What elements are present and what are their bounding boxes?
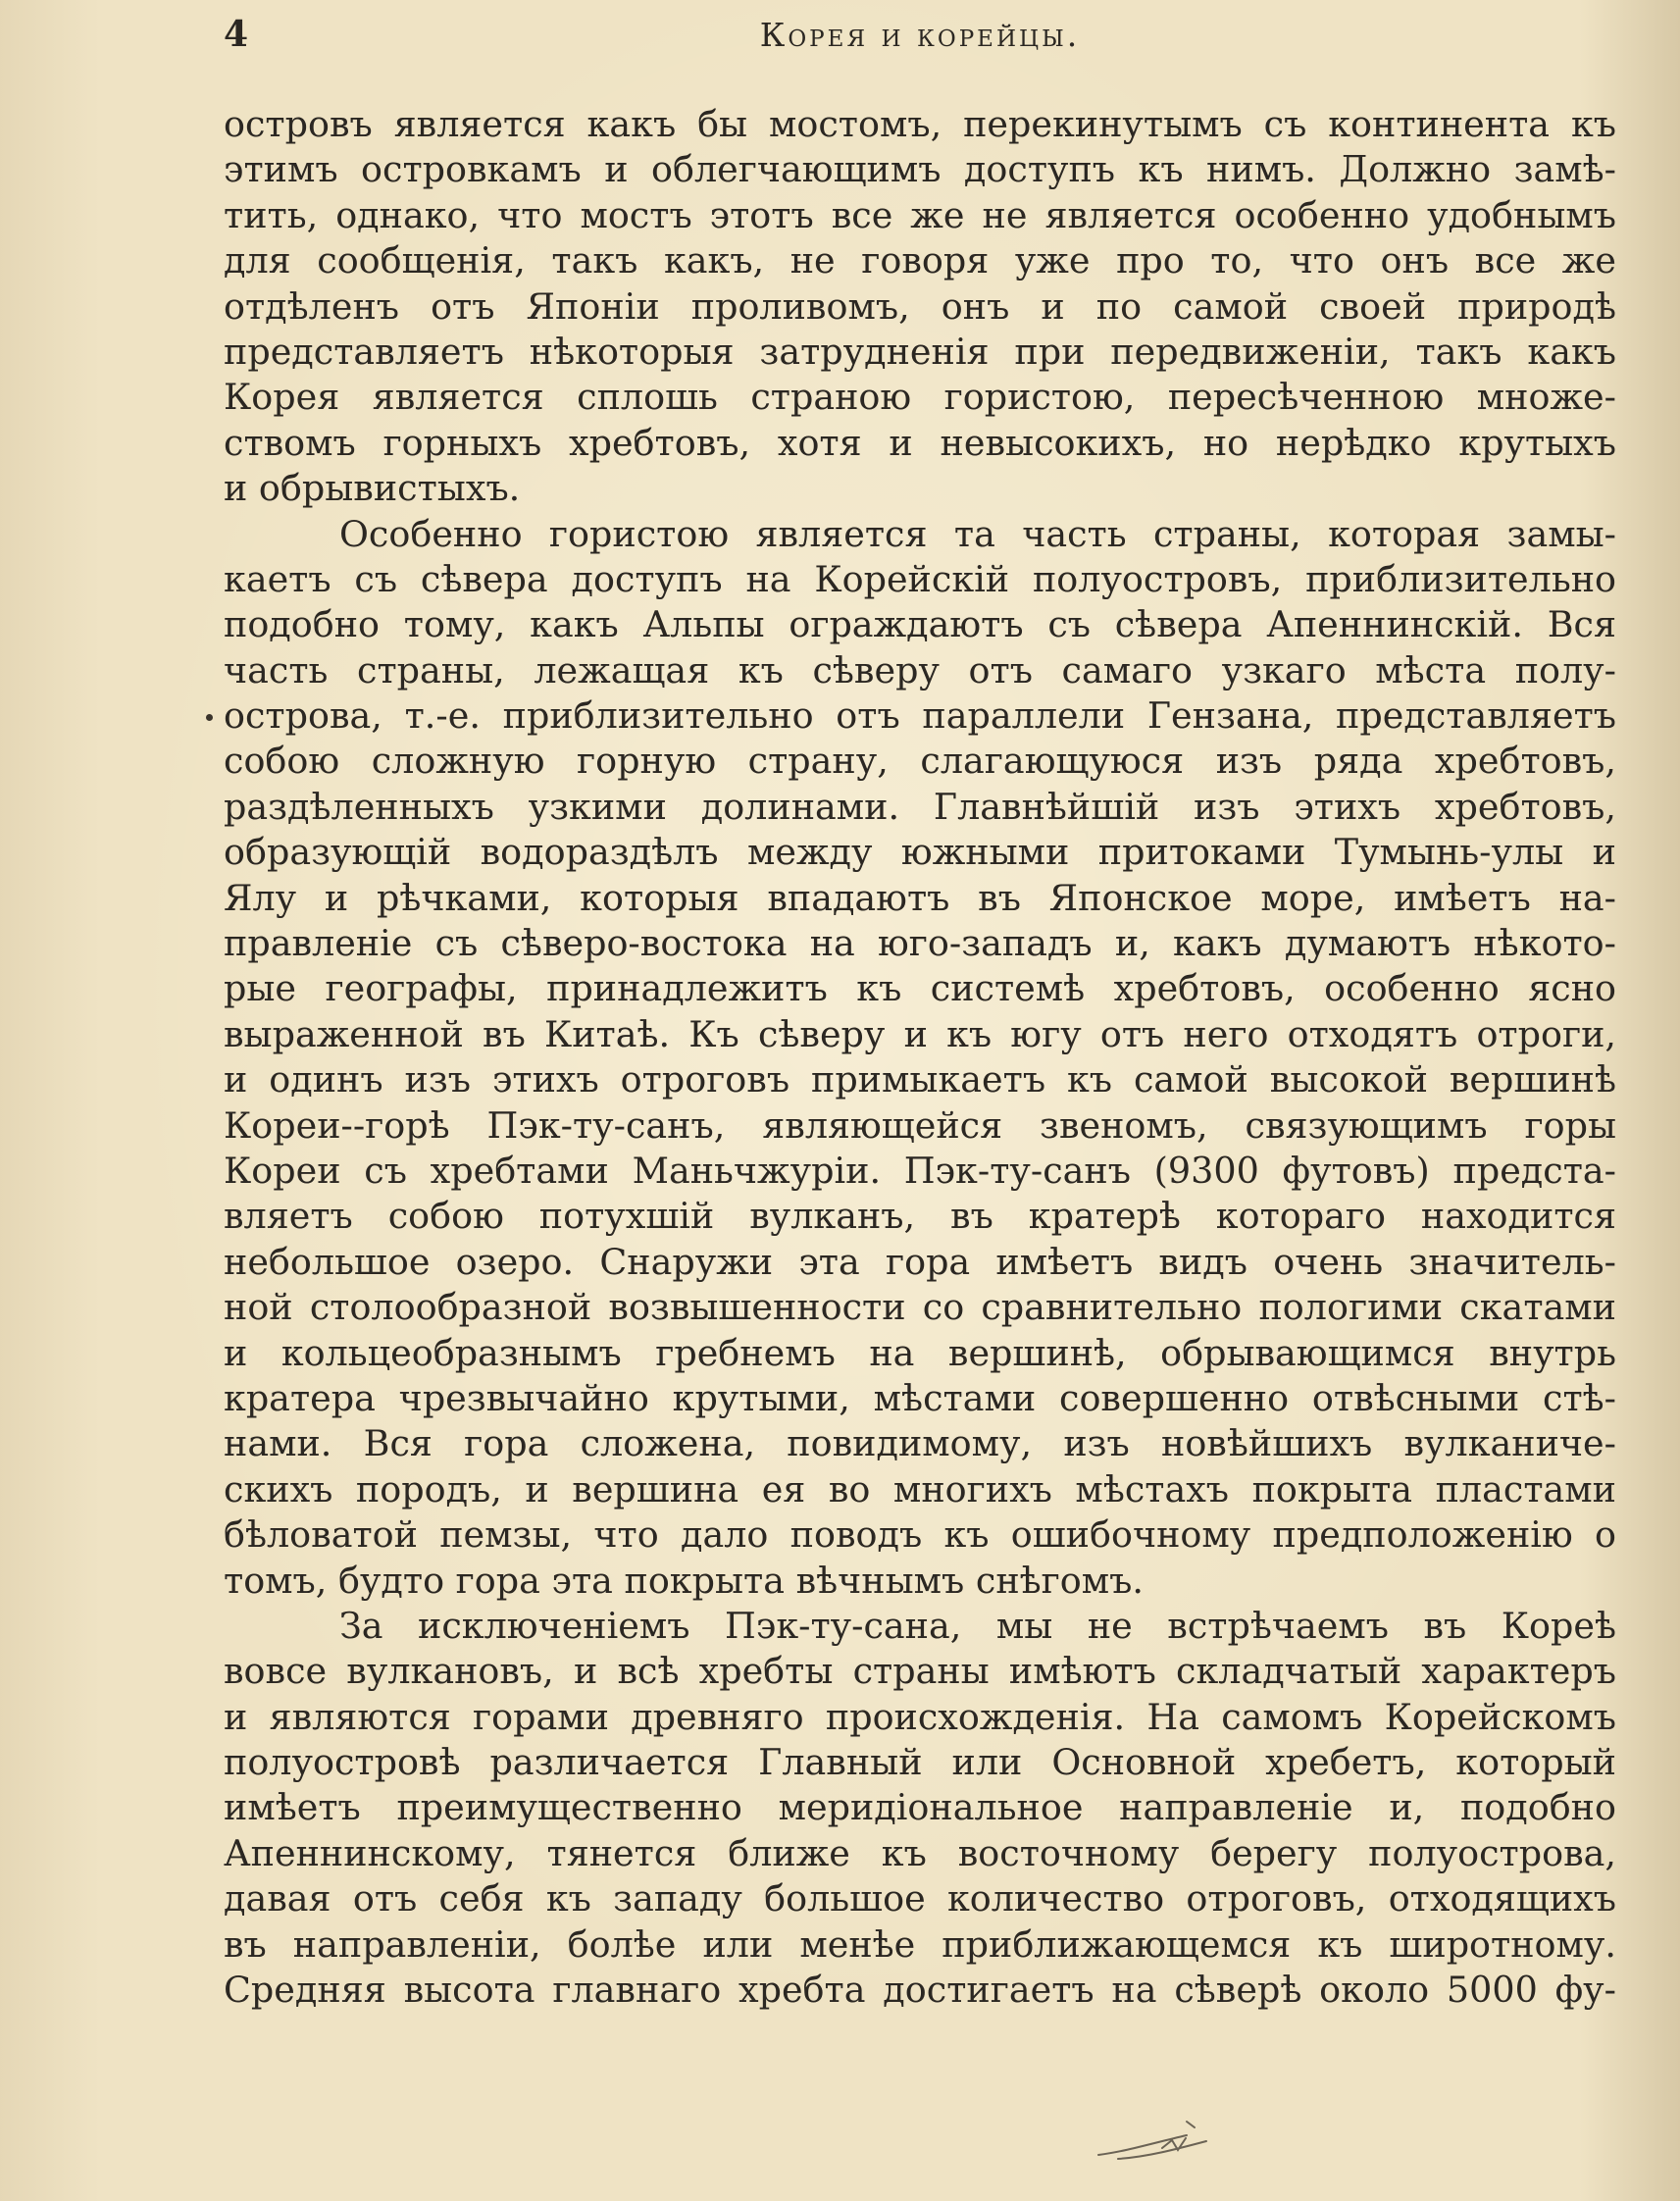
paragraph-start-line: За исключеніемъ Пэк-ту-сана, мы не встрѣчаемъ въ Кореѣ bbox=[339, 1604, 1616, 1647]
paragraph-end-line: и обрывистыхъ. bbox=[224, 467, 521, 510]
text-line: Апеннинскому, тянется ближе къ восточному берегу полуострова, bbox=[224, 1831, 1616, 1874]
text-line: полуостровѣ различается Главный или Основной хребетъ, который bbox=[224, 1741, 1616, 1784]
text-line: и являются горами древняго происхожденія. На самомъ Корейскомъ bbox=[224, 1695, 1616, 1738]
text-line: рые географы, принадлежитъ къ системѣ хребтовъ, особенно ясно bbox=[224, 967, 1616, 1010]
paragraph-start-line: Особенно гористою является та часть страны, которая замы- bbox=[339, 512, 1616, 555]
text-line: острова, т.-е. приблизительно отъ параллели Гензана, представляетъ bbox=[224, 694, 1616, 738]
text-line: подобно тому, какъ Альпы ограждаютъ съ сѣвера Апеннинскій. Вся bbox=[224, 603, 1616, 646]
text-line: островъ является какъ бы мостомъ, перекинутымъ съ континента къ bbox=[224, 103, 1616, 145]
text-line: тить, однако, что мостъ этотъ все же не является особенно удобнымъ bbox=[224, 193, 1616, 236]
text-line: Ялу и рѣчками, которыя впадаютъ въ Японское море, имѣетъ на- bbox=[224, 876, 1616, 919]
text-line: раздѣленныхъ узкими долинами. Главнѣйшій изъ этихъ хребтовъ, bbox=[224, 785, 1616, 828]
text-line: собою сложную горную страну, слагающуюся изъ ряда хребтовъ, bbox=[224, 740, 1616, 783]
running-title: Корея и корейцы. bbox=[759, 16, 1081, 54]
text-line: для сообщенія, такъ какъ, не говоря уже про то, что онъ все же bbox=[224, 239, 1616, 282]
text-line: въ направленіи, болѣе или менѣе приближающемся къ широтному. bbox=[224, 1922, 1616, 1966]
text-line: Средняя высота главнаго хребта достигаетъ на сѣверѣ около 5000 фу- bbox=[224, 1969, 1616, 2012]
text-line: образующій водораздѣлъ между южными притоками Тумынь-улы и bbox=[224, 831, 1616, 874]
text-line: каетъ съ сѣвера доступъ на Корейскій полуостровъ, приблизительно bbox=[224, 557, 1616, 600]
text-line: ствомъ горныхъ хребтовъ, хотя и невысокихъ, но нерѣдко крутыхъ bbox=[224, 421, 1616, 464]
text-line: Кореи съ хребтами Маньчжуріи. Пэк-ту-санъ (9300 футовъ) предста- bbox=[224, 1149, 1616, 1192]
text-line: ной столообразной возвышенности со сравнительно пологими скатами bbox=[224, 1286, 1616, 1329]
text-line: выраженной въ Китаѣ. Къ сѣверу и къ югу отъ него отходятъ отроги, bbox=[224, 1012, 1616, 1055]
text-line: нами. Вся гора сложена, повидимому, изъ новѣйшихъ вулканиче- bbox=[224, 1422, 1616, 1465]
text-line: имѣетъ преимущественно меридіональное направленіе и, подобно bbox=[224, 1786, 1616, 1829]
page-number: 4 bbox=[224, 14, 250, 55]
text-line: представляетъ нѣкоторыя затрудненія при передвиженіи, такъ какъ bbox=[224, 330, 1616, 373]
pencil-scribble-mark bbox=[1059, 2114, 1255, 2173]
text-line: небольшое озеро. Снаружи эта гора имѣетъ видъ очень значитель- bbox=[224, 1240, 1616, 1283]
margin-mark bbox=[206, 714, 213, 721]
text-line: кратера чрезвычайно крутыми, мѣстами совершенно отвѣсными стѣ- bbox=[224, 1376, 1616, 1419]
text-line: скихъ породъ, и вершина ея во многихъ мѣстахъ покрыта пластами bbox=[224, 1467, 1616, 1510]
paragraph-end-line: томъ, будто гора эта покрыта вѣчнымъ снѣгомъ. bbox=[224, 1559, 1144, 1602]
text-line: отдѣленъ отъ Японіи проливомъ, онъ и по самой своей природѣ bbox=[224, 284, 1616, 328]
body-text bbox=[224, 102, 1616, 2013]
text-line: правленіе съ сѣверо-востока на юго-западъ и, какъ думаютъ нѣкото- bbox=[224, 922, 1616, 965]
text-line: давая отъ себя къ западу большое количество отроговъ, отходящихъ bbox=[224, 1877, 1616, 1920]
text-line: бѣловатой пемзы, что дало поводъ къ ошибочному предположенію о bbox=[224, 1513, 1616, 1557]
text-line: часть страны, лежащая къ сѣверу отъ самаго узкаго мѣста полу- bbox=[224, 648, 1616, 691]
text-line: и кольцеобразнымъ гребнемъ на вершинѣ, обрывающимся внутрь bbox=[224, 1331, 1616, 1374]
text-line: этимъ островкамъ и облегчающимъ доступъ къ нимъ. Должно замѣ- bbox=[224, 148, 1616, 191]
running-head bbox=[224, 14, 1616, 73]
text-line: Кореи--горѣ Пэк-ту-санъ, являющейся звеномъ, связующимъ горы bbox=[224, 1103, 1616, 1147]
text-line: Корея является сплошь страною гористою, пересѣченною множе- bbox=[224, 376, 1616, 419]
text-line: вовсе вулкановъ, и всѣ хребты страны имѣютъ складчатый характеръ bbox=[224, 1650, 1616, 1693]
text-line: вляетъ собою потухшій вулканъ, въ кратерѣ котораго находится bbox=[224, 1195, 1616, 1238]
text-line: и одинъ изъ этихъ отроговъ примыкаетъ къ самой высокой вершинѣ bbox=[224, 1058, 1616, 1101]
